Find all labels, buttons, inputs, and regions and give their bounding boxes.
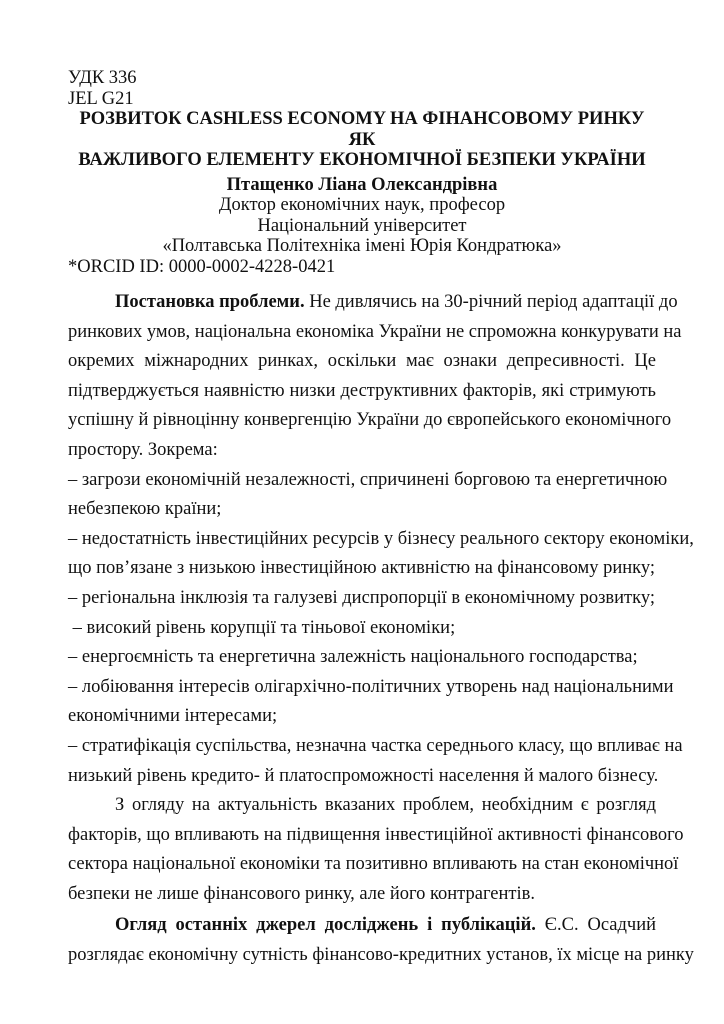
list-item: – загрози економічній незалежності, спричинені борговою та енергетичною [68, 469, 668, 490]
author-name: Птащенко Ліана Олександрівна [226, 174, 498, 195]
jel-code: JEL G21 [68, 88, 134, 109]
text-line: факторів, що впливають на підвищення інвестиційної активності фінансового [68, 824, 684, 845]
text-line: простору. Зокрема: [68, 439, 218, 460]
university-name: «Полтавська Політехніка імені Юрія Кондратюка» [162, 236, 562, 256]
text-line: успішну й рівноцінну конвергенцію України до європейського економічного [68, 410, 672, 431]
list-item: – енергоємність та енергетична залежність національного господарства; [68, 647, 638, 668]
paragraph-relevance [68, 791, 684, 909]
list-item-cont: економічними інтересами; [68, 706, 278, 727]
title-line: РОЗВИТОК CASHLESS ECONOMY НА ФІНАНСОВОМУ РИНКУ ЯК [79, 109, 645, 150]
udk-code: УДК 336 [68, 68, 137, 88]
orcid-id: *ORCID ID: 0000-0002-4228-0421 [68, 256, 336, 277]
section-heading: Постановка проблеми. [115, 292, 305, 312]
list-item-cont: низький рівень кредито- й платоспроможності населення й малого бізнесу. [68, 765, 659, 786]
title-line: ВАЖЛИВОГО ЕЛЕМЕНТУ ЕКОНОМІЧНОЇ БЕЗПЕКИ УКРАЇНИ [78, 150, 646, 170]
text-line: безпеки не лише фінансового ринку, але його контрагентів. [68, 883, 535, 904]
list-item: – високий рівень корупції та тіньової економіки; [68, 617, 456, 638]
text-line: сектора національної економіки та позитивно впливають на стан економічної [68, 854, 679, 875]
list-item: – лобіювання інтересів олігархічно-політичних утворень над національними [68, 676, 674, 697]
list-item: – регіональна інклюзія та галузеві диспропорції в економічному розвитку; [68, 587, 655, 608]
text-line: підтверджується наявністю низки деструктивних факторів, які стримують [68, 380, 656, 401]
article-body [68, 288, 694, 971]
text-line: З огляду на актуальність вказаних проблем, необхідним є розгляд [115, 795, 656, 816]
list-item-cont: що пов’язане з низькою інвестиційною активністю на фінансовому ринку; [68, 558, 656, 579]
list-item: – недостатність інвестиційних ресурсів у бізнесу реального сектору економіки, [68, 528, 694, 549]
paragraph-problem-statement [68, 288, 682, 466]
section-heading: Огляд останніх джерел досліджень і публікацій. [115, 915, 536, 936]
text-line: окремих міжнародних ринках, оскільки має ознаки депресивності. Це [68, 351, 656, 372]
text-line: розглядає економічну сутність фінансово-кредитних установ, їх місце на ринку [68, 945, 694, 966]
text-line: Не дивлячись на 30-річний період адаптації до [304, 292, 678, 312]
text-line: ринкових умов, національна економіка України не спроможна конкурувати на [68, 321, 682, 342]
paragraph-literature-review [68, 911, 694, 970]
list-item: – стратифікація суспільства, незначна частка середнього класу, що впливає на [68, 735, 683, 756]
author-degree: Доктор економічних наук, професор [218, 195, 506, 215]
article-title [68, 109, 656, 171]
article-header [68, 68, 656, 277]
text-line: Є.С. Осадчий [535, 915, 657, 936]
factor-list [68, 466, 694, 792]
list-item-cont: небезпекою країни; [68, 499, 222, 520]
university-line: Національний університет [257, 215, 467, 236]
